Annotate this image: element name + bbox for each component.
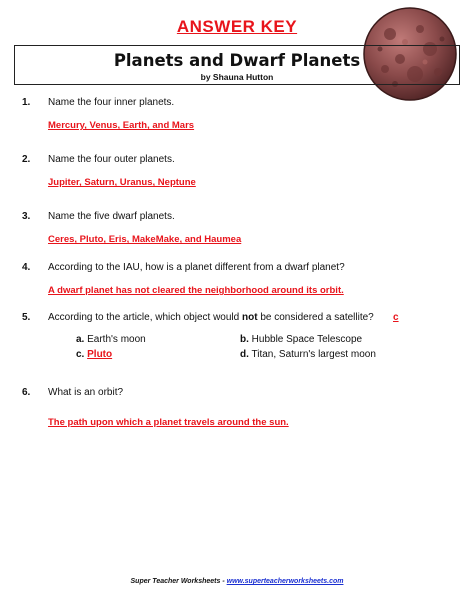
choice-letter: a. xyxy=(76,334,85,345)
footer-url-link[interactable]: www.superteacherworksheets.com xyxy=(226,578,344,585)
question-number: 4. xyxy=(22,262,31,273)
question-number: 6. xyxy=(22,387,31,398)
question-text: Name the five dwarf planets. xyxy=(48,211,175,222)
answer-key-heading: ANSWER KEY xyxy=(176,17,298,36)
worksheet-title: Planets and Dwarf Planets xyxy=(113,51,361,70)
question-number: 2. xyxy=(22,154,31,165)
answer-text: Mercury, Venus, Earth, and Mars xyxy=(48,120,195,131)
choice-c xyxy=(76,349,112,360)
answer-text: Ceres, Pluto, Eris, MakeMake, and Haumea xyxy=(48,234,242,245)
author-byline: by Shauna Hutton xyxy=(200,72,274,82)
question-text: According to the IAU, how is a planet different from a dwarf planet? xyxy=(48,262,345,273)
choice-d xyxy=(240,349,376,360)
choice-a xyxy=(76,334,146,345)
question-text xyxy=(48,312,374,323)
answer-text: The path upon which a planet travels around the sun. xyxy=(48,417,289,428)
question-text: What is an orbit? xyxy=(48,387,124,398)
question-number: 1. xyxy=(22,97,31,108)
choice-text: Titan, Saturn's largest moon xyxy=(251,349,376,360)
footer-separator: - xyxy=(220,578,227,585)
choice-text: Hubble Space Telescope xyxy=(251,334,363,345)
choice-letter: c. xyxy=(76,349,85,360)
choice-text: Earth's moon xyxy=(87,334,146,345)
question-number: 5. xyxy=(22,312,31,323)
question-number: 3. xyxy=(22,211,31,222)
choice-text-correct: Pluto xyxy=(87,349,113,360)
footer xyxy=(0,578,474,585)
question-text: Name the four outer planets. xyxy=(48,154,175,165)
question-text-emphasis: not xyxy=(242,312,258,323)
choice-letter: b. xyxy=(240,334,249,345)
question-text-part: According to the article, which object would xyxy=(48,312,242,323)
answer-text: Jupiter, Saturn, Uranus, Neptune xyxy=(48,177,196,188)
answer-text: A dwarf planet has not cleared the neighborhood around its orbit. xyxy=(48,285,344,296)
answer-letter: c xyxy=(393,312,399,323)
choice-letter: d. xyxy=(240,349,249,360)
question-text-part: be considered a satellite? xyxy=(257,312,374,323)
footer-site-name: Super Teacher Worksheets xyxy=(130,578,221,585)
choice-b xyxy=(240,334,362,345)
question-text: Name the four inner planets. xyxy=(48,97,175,108)
